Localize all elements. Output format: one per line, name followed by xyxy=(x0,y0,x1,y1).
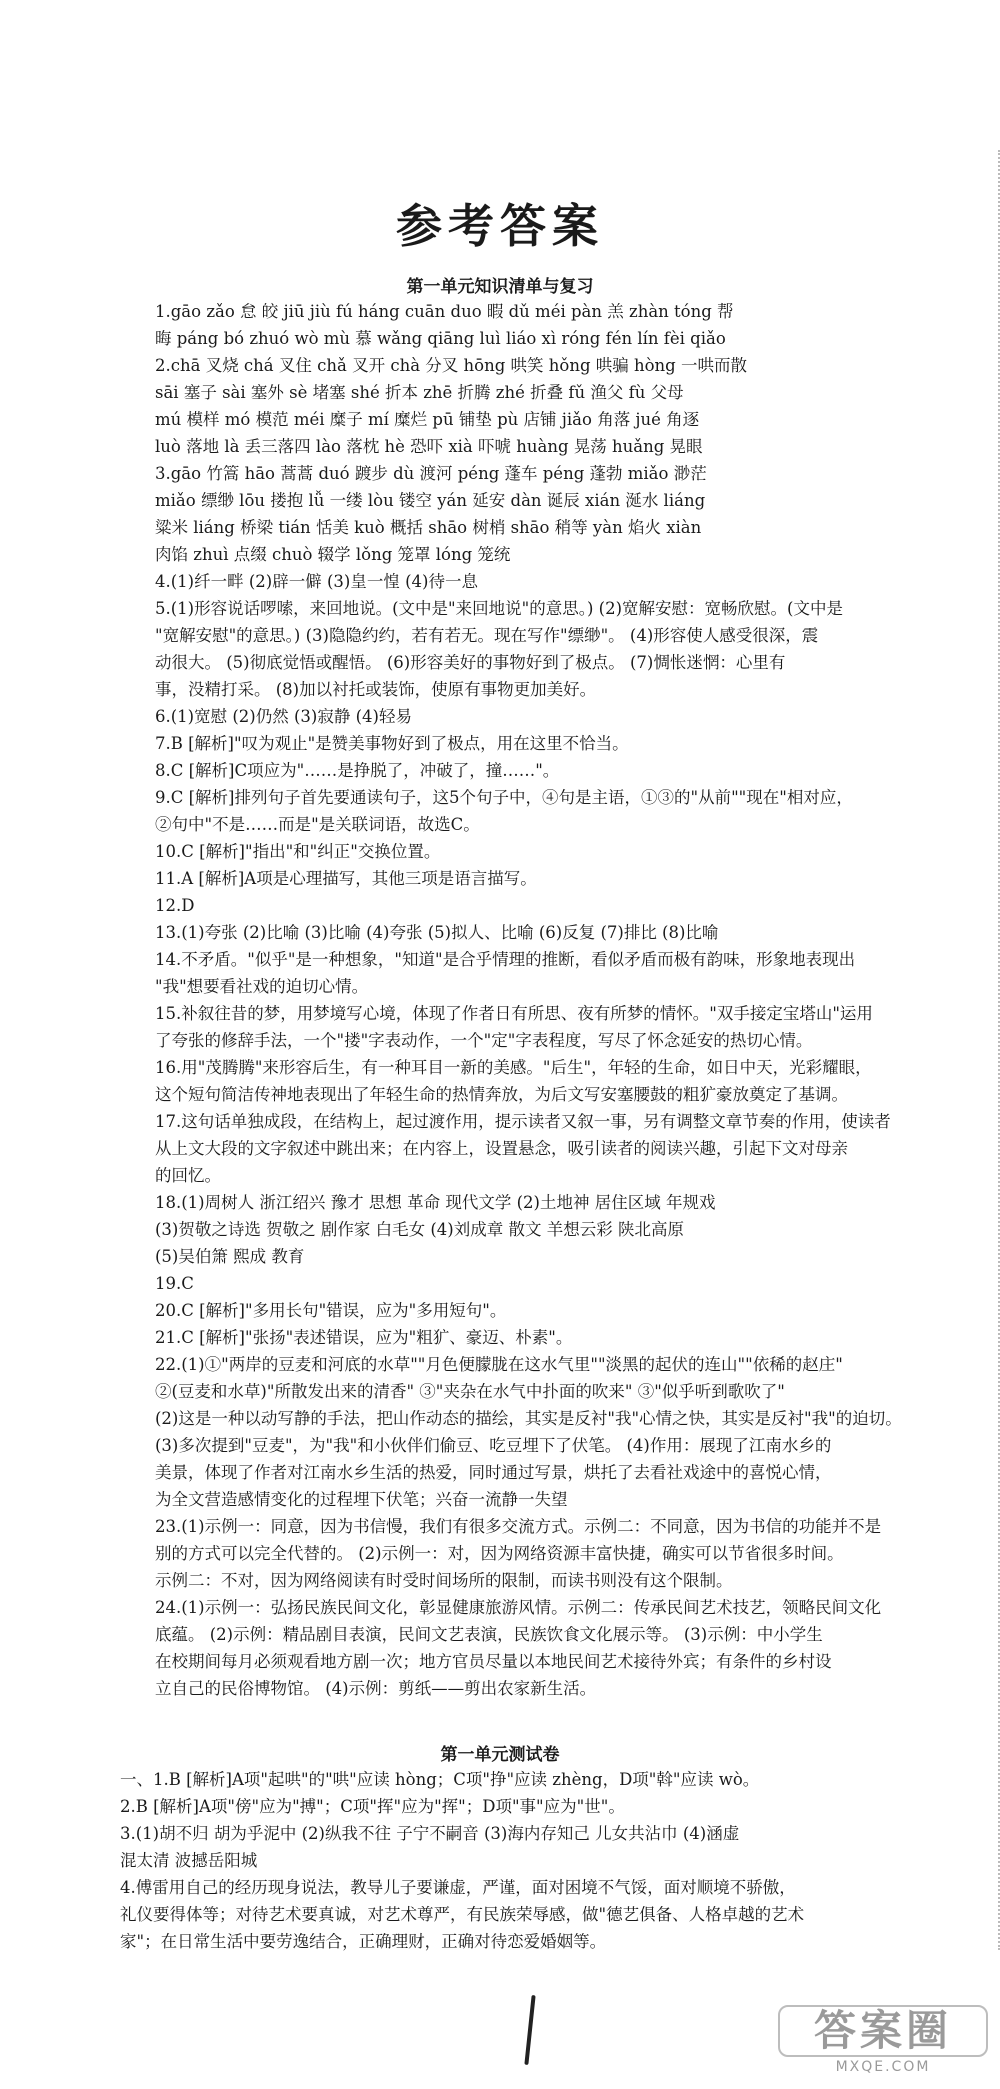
answer-line: mú 模样 mó 模范 méi 糜子 mí 糜烂 pū 铺垫 pù 店铺 jiǎo 角落 jué 角逐 xyxy=(155,410,700,429)
answer-line: "宽解安慰"的意思。) (3)隐隐约约，若有若无。现在写作"缥缈"。 (4)形容使人感受很深，震 xyxy=(155,626,819,645)
answer-line: 在校期间每月必须观看地方剧一次；地方官员尽量以本地民间艺术接待外宾；有条件的乡村设 xyxy=(155,1652,832,1671)
answer-line: (5)吴伯箫 熙成 教育 xyxy=(155,1247,305,1266)
answer-line: 6.(1)宽慰 (2)仍然 (3)寂静 (4)轻易 xyxy=(155,707,412,726)
answer-line: 1.gāo zǎo 怠 皎 jiū jiù fú háng cuān duo 暇 dǔ méi pàn 羔 zhàn tóng 帮 xyxy=(155,302,734,321)
answer-line: 家"；在日常生活中要劳逸结合，正确理财，正确对待恋爱婚姻等。 xyxy=(120,1932,607,1951)
answer-line: 晦 páng bó zhuó wò mù 慕 wǎng qiāng luì liáo xì róng fén lín fèi qiǎo xyxy=(155,329,726,348)
answer-line: 一、1.B [解析]A项"起哄"的"哄"应读 hòng；C项"挣"应读 zhèng，D项"斡"应读 wò。 xyxy=(120,1770,760,1789)
answer-line: 12.D xyxy=(155,896,195,915)
answer-line: 16.用"茂腾腾"来形容后生，有一种耳目一新的美感。"后生"，年轻的生命，如日中天，光彩耀眼， xyxy=(155,1058,872,1077)
watermark-logo xyxy=(778,2005,988,2075)
answer-line: 11.A [解析]A项是心理描写，其他三项是语言描写。 xyxy=(155,869,537,888)
answer-line: ②(豆麦和水草)"所散发出来的清香" ③"夹杂在水气中扑面的吹来" ③"似乎听到歌吹了" xyxy=(155,1382,785,1401)
answer-line: "我"想要看社戏的迫切心情。 xyxy=(155,977,369,996)
margin-dotted-line xyxy=(994,150,1000,1950)
answer-line: 20.C [解析]"多用长句"错误，应为"多用短句"。 xyxy=(155,1301,507,1320)
answer-line: 示例二：不对，因为网络阅读有时受时间场所的限制，而读书则没有这个限制。 xyxy=(155,1571,733,1590)
answer-line: 3.gāo 竹篙 hāo 蒿蒿 duó 踱步 dù 渡河 péng 蓬车 péng 蓬勃 miǎo 渺茫 xyxy=(155,464,707,483)
answer-line: 2.B [解析]A项"傍"应为"搏"；C项"挥"应为"挥"；D项"事"应为"世"。 xyxy=(120,1797,625,1816)
answer-line: 14.不矛盾。"似乎"是一种想象，"知道"是合乎情理的推断，看似矛盾而极有韵味，形象地表现出 xyxy=(155,950,856,969)
answer-line: 混太清 波撼岳阳城 xyxy=(120,1851,258,1870)
answer-line: 3.(1)胡不归 胡为乎泥中 (2)纵我不往 子宁不嗣音 (3)海内存知己 儿女共沾巾 (4)涵虚 xyxy=(120,1824,740,1843)
page-title: 参考答案 xyxy=(396,199,604,253)
answers-review-block xyxy=(155,298,960,1702)
answer-line: (3)贺敬之诗选 贺敬之 剧作家 白毛女 (4)刘成章 散文 羊想云彩 陕北高原 xyxy=(155,1220,684,1239)
answer-line: 礼仪要得体等；对待艺术要真诚，对艺术尊严，有民族荣辱感，做"德艺俱备、人格卓越的艺术 xyxy=(120,1905,805,1924)
answer-line: 2.chā 叉烧 chá 叉住 chǎ 叉开 chà 分叉 hōng 哄笑 hǒng 哄骗 hòng 一哄而散 xyxy=(155,356,747,375)
answer-line: 这个短句简洁传神地表现出了年轻生命的热情奔放，为后文写安塞腰鼓的粗犷豪放奠定了基调。 xyxy=(155,1085,848,1104)
answer-line: sāi 塞子 sài 塞外 sè 堵塞 shé 折本 zhē 折腾 zhé 折叠 fǔ 渔父 fù 父母 xyxy=(155,383,684,402)
answer-line: 15.补叙往昔的梦，用梦境写心境，体现了作者日有所思、夜有所梦的情怀。"双手接定宝塔山"运用 xyxy=(155,1004,873,1023)
answers-test-block xyxy=(120,1766,960,1955)
answer-line: (2)这是一种以动写静的手法，把山作动态的描绘，其实是反衬"我"心情之快，其实是反衬"我"的迫切。 xyxy=(155,1409,902,1428)
answer-line: 动很大。 (5)彻底觉悟或醒悟。 (6)形容美好的事物好到了极点。 (7)惆怅迷惘：心里有 xyxy=(155,653,786,672)
answer-line: 9.C [解析]排列句子首先要通读句子，这5个句子中，④句是主语，①③的"从前""现在"相对应， xyxy=(155,788,853,807)
answer-line: 8.C [解析]C项应为"……是挣脱了，冲破了，撞……"。 xyxy=(155,761,560,780)
answer-line: 13.(1)夸张 (2)比喻 (3)比喻 (4)夸张 (5)拟人、比喻 (6)反复 (7)排比 (8)比喻 xyxy=(155,923,719,942)
watermark-text: 答案圈 xyxy=(778,2005,988,2057)
answer-line: 了夸张的修辞手法，一个"搂"字表动作，一个"定"字表程度，写尽了怀念延安的热切心情。 xyxy=(155,1031,813,1050)
answer-line: 10.C [解析]"指出"和"纠正"交换位置。 xyxy=(155,842,441,861)
answer-line: 从上文大段的文字叙述中跳出来；在内容上，设置悬念，吸引读者的阅读兴趣，引起下文对母亲 xyxy=(155,1139,848,1158)
answer-line: 粱米 liáng 桥梁 tián 恬美 kuò 概括 shāo 树梢 shāo 稍等 yàn 焰火 xiàn xyxy=(155,518,702,537)
section-heading-test: 第一单元测试卷 xyxy=(440,1745,560,1765)
answer-line: 肉馅 zhuì 点缀 chuò 辍学 lǒng 笼罩 lóng 笼统 xyxy=(155,545,511,564)
answer-line: 22.(1)①"两岸的豆麦和河底的水草""月色便朦胧在这水气里""淡黑的起伏的连山""依稀的赵庄" xyxy=(155,1355,843,1374)
answer-line: 4.(1)纤一畔 (2)辟一僻 (3)皇一惶 (4)待一息 xyxy=(155,572,478,591)
answer-line: 为全文营造感情变化的过程埋下伏笔；兴奋一流静一失望 xyxy=(155,1490,568,1509)
answer-line: 18.(1)周树人 浙江绍兴 豫才 思想 革命 现代文学 (2)土地神 居住区域 年规戏 xyxy=(155,1193,716,1212)
answer-line: ②句中"不是……而是"是关联词语，故选C。 xyxy=(155,815,480,834)
answer-line: 事，没精打采。 (8)加以衬托或装饰，使原有事物更加美好。 xyxy=(155,680,597,699)
answer-line: 5.(1)形容说话啰嗦，来回地说。(文中是"来回地说"的意思。) (2)宽解安慰：宽畅欣慰。(文中是 xyxy=(155,599,843,618)
watermark-url: MXQE.COM xyxy=(835,2059,931,2075)
answer-line: 24.(1)示例一：弘扬民族民间文化，彰显健康旅游风情。示例二：传承民间艺术技艺，领略民间文化 xyxy=(155,1598,882,1617)
answer-line: 美景，体现了作者对江南水乡生活的热爱，同时通过写景，烘托了去看社戏途中的喜悦心情， xyxy=(155,1463,832,1482)
answer-line: 7.B [解析]"叹为观止"是赞美事物好到了极点，用在这里不恰当。 xyxy=(155,734,629,753)
answer-line: 19.C xyxy=(155,1274,194,1293)
answer-line: 底蕴。 (2)示例：精品剧目表演，民间文艺表演，民族饮食文化展示等。 (3)示例：中小学生 xyxy=(155,1625,823,1644)
answer-line: 21.C [解析]"张扬"表述错误，应为"粗犷、豪迈、朴素"。 xyxy=(155,1328,573,1347)
answer-line: (3)多次提到"豆麦"，为"我"和小伙伴们偷豆、吃豆埋下了伏笔。 (4)作用：展现了江南水乡的 xyxy=(155,1436,832,1455)
answer-line: 立自己的民俗博物馆。 (4)示例：剪纸——剪出农家新生活。 xyxy=(155,1679,597,1698)
answer-line: luò 落地 là 丢三落四 lào 落枕 hè 恐吓 xià 吓唬 huàng 晃荡 huǎng 晃眼 xyxy=(155,437,703,456)
answer-line: miǎo 缥缈 lōu 搂抱 lǚ 一缕 lòu 镂空 yán 延安 dàn 诞辰 xián 涎水 liáng xyxy=(155,491,706,510)
answer-line: 的回忆。 xyxy=(155,1166,221,1185)
answer-line: 17.这句话单独成段，在结构上，起过渡作用，提示读者又叙一事，另有调整文章节奏的作用，使读者 xyxy=(155,1112,891,1131)
answer-line: 4.傅雷用自己的经历现身说法，教导儿子要谦虚，严谨，面对困境不气馁，面对顺境不骄傲， xyxy=(120,1878,796,1897)
pen-mark xyxy=(524,1995,535,2065)
answer-line: 23.(1)示例一：同意，因为书信慢，我们有很多交流方式。示例二：不同意，因为书信的功能并不是 xyxy=(155,1517,882,1536)
answer-line: 别的方式可以完全代替的。 (2)示例一：对，因为网络资源丰富快捷，确实可以节省很多时间。 xyxy=(155,1544,844,1563)
section-heading-review: 第一单元知识清单与复习 xyxy=(406,277,594,297)
